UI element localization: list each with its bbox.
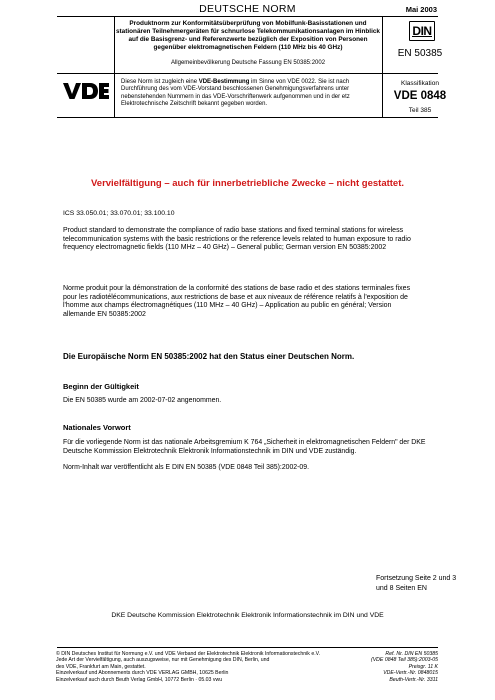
footer-line: des VDE, Frankfurt am Main, gestattet. (56, 663, 146, 670)
footer-reference (371, 651, 438, 683)
footer-ref-line: Beuth-Vertr.-Nr. 3311 (389, 676, 438, 683)
foreword-publication-note: Norm-Inhalt war veröffentlicht als E DIN EN 50385 (VDE 0848 Teil 385):2002-09. (63, 464, 310, 471)
footer-ref-line: Ref. Nr. DIN EN 50385 (385, 651, 438, 657)
din-logo (409, 21, 435, 41)
product-title-line: Produktnorm zur Konformitätsüberprüfung von Mobilfunk-Basisstationen und (129, 20, 367, 27)
page-header-title: DEUTSCHE NORM (199, 3, 296, 15)
vde-info-post: im Sinne von VDE 0022. Sie ist nach Durchführung des vom VDE-Vorstand beschlossenen Genehmigungsverfahrens unter nebenstehenden Nummern in das VDE-Vorschriftenwerk aufgenommen und in der etz Elektrotechnische Zeitschrift bekannt gegeben worden. (121, 79, 350, 108)
din-logo-underline (412, 36, 432, 37)
product-title (114, 20, 382, 52)
footer-ref-line: Preisgr. 11 K (408, 663, 438, 670)
classification-label: Klassifikation (401, 80, 439, 87)
product-title-line: stationären Teilnehmergeräten für schnurlose Telekommunikationsanlagen im Hinblick (116, 27, 380, 35)
classification-block-rule (57, 117, 438, 118)
footer-line: Einzelverkauf und Abonnements durch VDE VERLAG GMBH, 10625 Berlin (56, 670, 229, 677)
vde-info-pre: Diese Norm ist zugleich eine (121, 79, 199, 85)
product-title-line: gegenüber elektromagnetischen Feldern (110 MHz bis 40 GHz) (153, 43, 343, 51)
footer-ref-line: VDE-Vertr.-Nr. 0848015 (383, 670, 438, 677)
footer-rule (57, 647, 438, 648)
dke-line: DKE Deutsche Kommission Elektrotechnik Elektronik Informationstechnik im DIN und VDE (111, 612, 384, 619)
footer-line: © DIN Deutsches Institut für Normung e.V. und VDE Verband der Elektrotechnik Elektronik Informationstechnik e.V. (56, 651, 321, 657)
footer-ref-line: (VDE 0848 Teil 385):2003-05 (370, 657, 438, 664)
validity-heading: Beginn der Gültigkeit (63, 382, 139, 391)
english-title: Product standard to demonstrate the compliance of radio base stations and fixed terminal stations for wireless telecommunication systems with the basic restrictions or the reference levels related to human exposure to radio frequency electromagnetic fields (110 MHz – 40 GHz) – General public; German version EN 50385:2002 (63, 227, 411, 252)
standard-number: EN 50385 (397, 48, 443, 59)
foreword-text: Für die vorliegende Norm ist das nationale Arbeitsgremium K 764 „Sicherheit in elektromagnetischen Feldern" der DKE Deutsche Kommission Elektrotechnik Elektronik Informationstechnik im DIN und VDE zuständig. (63, 439, 426, 455)
vde-info-bold: VDE-Bestimmung (198, 79, 250, 85)
foreword-heading: Nationales Vorwort (63, 423, 131, 432)
continuation-note (376, 574, 456, 593)
reproduction-warning: Vervielfältigung – auch für innerbetriebliche Zwecke – nicht gestattet. (90, 178, 405, 189)
footer-copyright (56, 651, 376, 683)
publication-date: Mai 2003 (405, 5, 437, 14)
validity-text: Die EN 50385 wurde am 2002-07-02 angenommen. (63, 397, 222, 404)
classification-number: VDE 0848 (393, 90, 447, 102)
footer-line: Jede Art der Vervielfältigung, auch auszugsweise, nur mit Genehmigung des DIN, Berlin, und (56, 657, 270, 664)
vde-logo (62, 82, 110, 100)
ics-codes: ICS 33.050.01; 33.070.01; 33.100.10 (63, 210, 175, 217)
french-title: Norme produit pour la démonstration de la conformité des stations de base radio et des stations terminales fixes pour les radiotélécommunications, aux restrictions de base et aux niveaux de référence relatifs à l'exposition de l'homme aux champs électromagnétiques (110 MHz – 40 GHz) – Application au public en général; Version allemande EN 50385:2002 (63, 285, 411, 318)
footer-line: Einzelverkauf auch durch Beuth Verlag GmbH, 10772 Berlin · 05.03 vwu (56, 676, 223, 683)
product-subtitle: Allgemeinbevölkerung Deutsche Fassung EN 50385:2002 (170, 60, 326, 66)
continuation-line: Fortsetzung Seite 2 und 3 (376, 575, 457, 582)
status-statement: Die Europäische Norm EN 50385:2002 hat den Status einer Deutschen Norm. (63, 352, 355, 361)
din-logo-text: DIN (412, 24, 432, 38)
product-title-line: auf die Basisgrenz- und Referenzwerte bezüglich der Exposition von Personen (128, 35, 368, 43)
continuation-line: und 8 Seiten EN (376, 584, 427, 592)
vde-logo-graphic (62, 82, 110, 100)
vde-info-text (121, 79, 373, 109)
classification-part: Teil 385 (408, 107, 432, 114)
